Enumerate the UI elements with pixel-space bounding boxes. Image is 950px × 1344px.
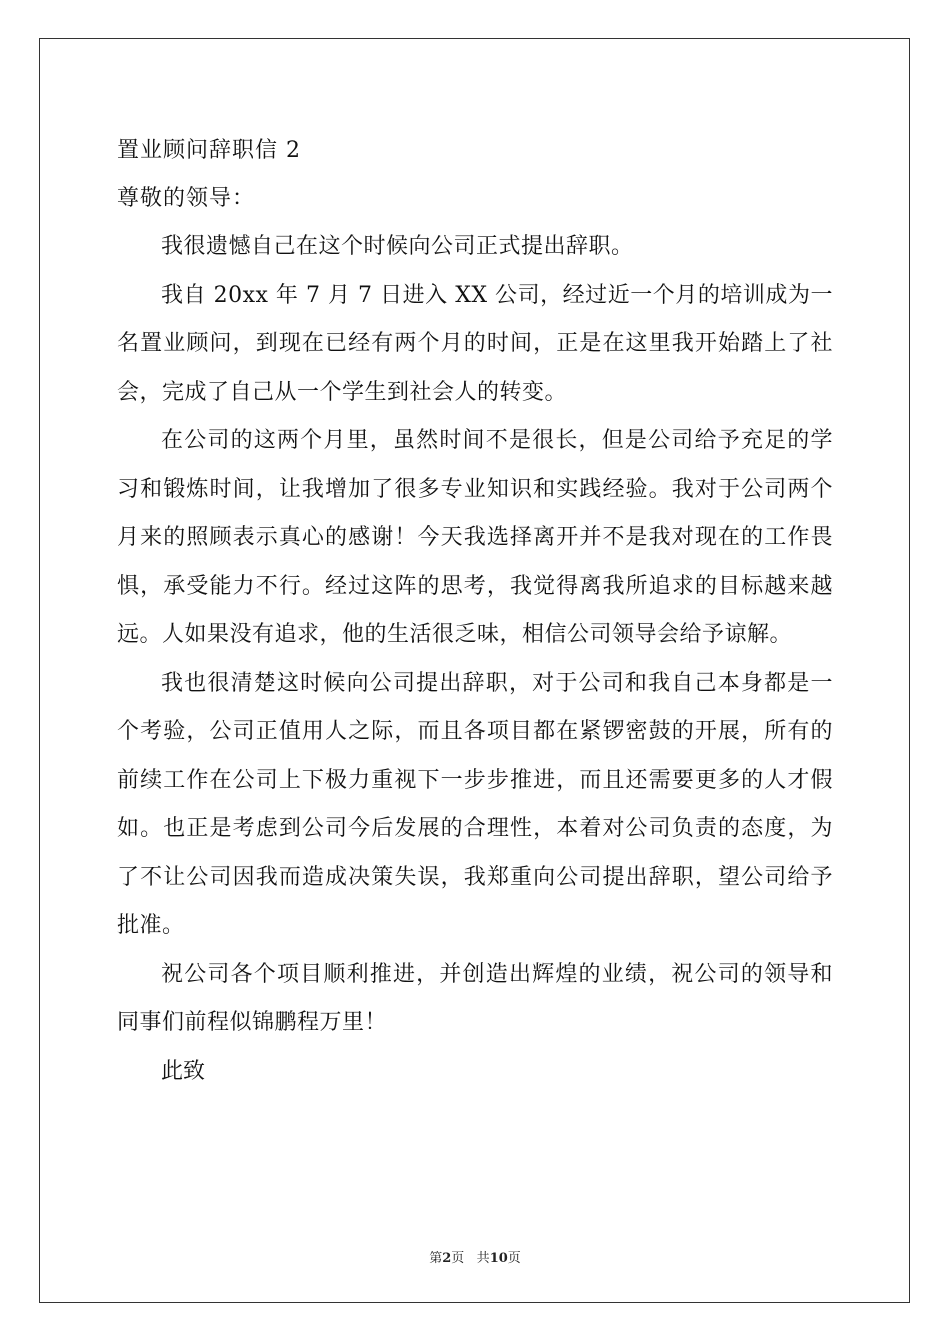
page-prefix: 第 [429, 1251, 443, 1266]
page-number: 2 [442, 1251, 452, 1266]
paragraph-1: 我很遗憾自己在这个时候向公司正式提出辞职。 [161, 234, 634, 259]
paragraph-2: 我自 20xx 年 7 月 7 日进入 XX 公司，经过近一个月的培训成为一名置业顾问，到现在已经有两个月的时间，正是在这里我开始踏上了社会，完成了自己从一个学生到社会人的转变。 [117, 282, 833, 405]
page-suffix: 页 [451, 1251, 465, 1266]
paragraph-3: 在公司的这两个月里，虽然时间不是很长，但是公司给予充足的学习和锻炼时间，让我增加了很多专业知识和实践经验。我对于公司两个月来的照顾表示真心的感谢！今天我选择离开并不是我对现在的工作畏惧，承受能力不行。经过这阵的思考，我觉得离我所追求的目标越来越远。人如果没有追求，他的生活很乏味，相信公司领导会给予谅解。 [117, 428, 833, 647]
total-prefix: 共 [476, 1251, 490, 1266]
document-body [117, 127, 833, 1096]
paragraph-4: 我也很清楚这时候向公司提出辞职，对于公司和我自己本身都是一个考验，公司正值用人之际，而且各项目都在紧锣密鼓的开展，所有的前续工作在公司上下极力重视下一步步推进，而且还需要更多的人才假如。也正是考虑到公司今后发展的合理性，本着对公司负责的态度，为了不让公司因我而造成决策失误，我郑重向公司提出辞职，望公司给予批准。 [117, 670, 833, 938]
paragraph-5: 祝公司各个项目顺利推进，并创造出辉煌的业绩，祝公司的领导和同事们前程似锦鹏程万里！ [117, 961, 833, 1035]
salutation: 尊敬的领导： [117, 186, 256, 211]
total-pages: 10 [489, 1251, 508, 1266]
closing: 此致 [161, 1058, 206, 1084]
document-title: 置业顾问辞职信 2 [117, 138, 301, 163]
page-footer [0, 1247, 950, 1266]
total-suffix: 页 [507, 1251, 521, 1266]
